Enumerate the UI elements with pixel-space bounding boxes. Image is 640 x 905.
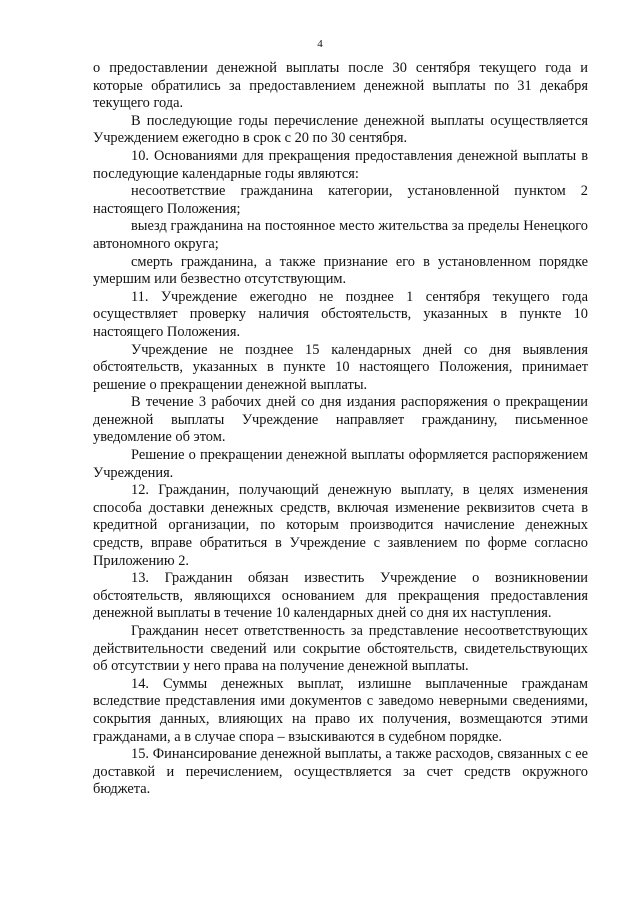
paragraph: 14. Суммы денежных выплат, излишне выплаченные гражданам вследствие представления ими документов с заведомо неверными сведениями, сокрытия данных, влияющих на право их получения, возмещаются этими гражданами, а в случае спора – взыскиваются в судебном порядке. (93, 675, 588, 745)
paragraph: В последующие годы перечисление денежной выплаты осуществляется Учреждением ежегодно в срок с 20 по 30 сентября. (93, 112, 588, 147)
document-body (93, 60, 588, 799)
paragraph: 11. Учреждение ежегодно не позднее 1 сентября текущего года осуществляет проверку наличия обстоятельств, указанных в пункте 10 настоящего Положения. (93, 288, 588, 340)
paragraph: выезд гражданина на постоянное место жительства за пределы Ненецкого автономного округа; (93, 218, 588, 252)
paragraph: несоответствие гражданина категории, установленной пунктом 2 настоящего Положения; (93, 183, 588, 217)
paragraph: 12. Гражданин, получающий денежную выплату, в целях изменения способа доставки денежных средств, включая изменение реквизитов счета в кредитной организации, по которым производится начисление денежных средств, вправе обратиться в Учреждение с заявлением по форме согласно Приложению 2. (93, 482, 588, 569)
page-number: 4 (317, 38, 323, 50)
paragraph: 10. Основаниями для прекращения предоставления денежной выплаты в последующие календарные годы являются: (93, 147, 588, 182)
paragraph: 13. Гражданин обязан известить Учреждение о возникновении обстоятельств, являющихся основанием для прекращения предоставления денежной выплаты в течение 10 календарных дней со дня их наступления. (93, 570, 588, 622)
paragraph: о предоставлении денежной выплаты после 30 сентября текущего года и которые обратились за предоставлением денежной выплаты по 31 декабря текущего года. (93, 60, 588, 112)
paragraph: В течение 3 рабочих дней со дня издания распоряжения о прекращении денежной выплаты Учреждение направляет гражданину, письменное уведомление об этом. (93, 394, 588, 446)
paragraph: 15. Финансирование денежной выплаты, а также расходов, связанных с ее доставкой и перечислением, осуществляется за счет средств окружного бюджета. (93, 746, 588, 798)
paragraph: Решение о прекращении денежной выплаты оформляется распоряжением Учреждения. (93, 447, 588, 481)
paragraph: Гражданин несет ответственность за представление несоответствующих действительности сведений или сокрытие обстоятельств, свидетельствующих об отсутствии у него права на получение денежной выплаты. (93, 623, 588, 675)
paragraph: Учреждение не позднее 15 календарных дней со дня выявления обстоятельств, указанных в пункте 10 настоящего Положения, принимает решение о прекращении денежной выплаты. (93, 341, 588, 393)
paragraph: смерть гражданина, а также признание его в установленном порядке умершим или безвестно отсутствующим. (93, 253, 588, 288)
